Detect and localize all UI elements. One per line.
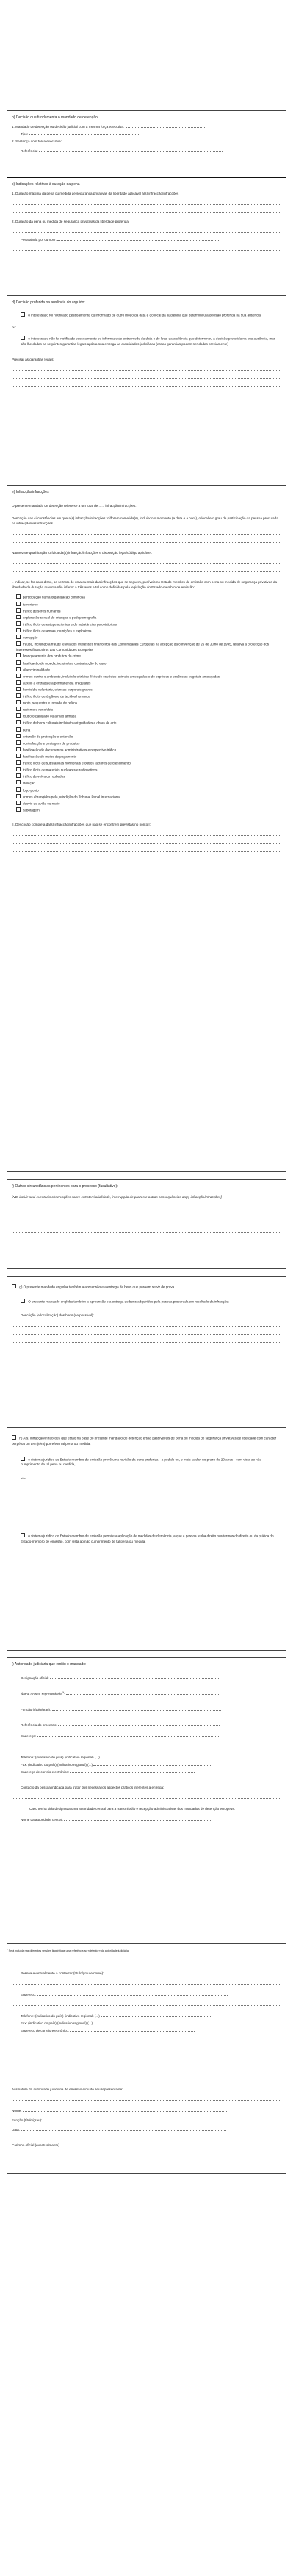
rep-label: Nome do seu representante (21, 1692, 62, 1696)
offence-checkbox[interactable] (16, 754, 21, 758)
contact-email-field[interactable] (70, 2028, 195, 2032)
ref-field[interactable] (39, 148, 223, 152)
section-c-item2: 2. Duração da pena ou medida de segurança privativas da liberdade proferida: (12, 219, 130, 223)
contact-box (7, 1963, 286, 2071)
section-d-title: d) Decisão proferida na ausência do arguido: (12, 300, 85, 305)
section-d-opt1: o interessado foi notificado pessoalmente ou informado de outro modo da data e do local da audiência que determinou a decisão proferida na sua ausência (28, 313, 261, 317)
file-field[interactable] (58, 1722, 220, 1726)
central-name-label: Nome da autoridade central: (21, 1818, 63, 1822)
offence-label: participação numa organização criminosa (23, 595, 85, 599)
function-field[interactable] (52, 1707, 221, 1711)
circumstances-field[interactable] (12, 528, 281, 535)
offence-label: homicídio voluntário, ofensas corporais graves (23, 688, 93, 692)
section-h-and-or: e/ou (21, 1477, 26, 1481)
sig-name-label: Nome: (12, 2109, 22, 2113)
checkbox[interactable] (21, 312, 25, 317)
offence-item[interactable] (16, 635, 281, 641)
sentence-field[interactable] (12, 226, 281, 233)
section-d-box (7, 295, 286, 477)
offence-item[interactable] (16, 801, 281, 807)
offence-checkbox[interactable] (16, 720, 21, 724)
central-name-field[interactable] (64, 1817, 211, 1821)
section-e-p1: O presente mandado de detenção refere-se a um total de ...... infracção/infracções. (12, 503, 137, 508)
offence-item[interactable] (16, 754, 281, 760)
offence-checkbox[interactable] (16, 608, 21, 613)
offence-checkbox[interactable] (16, 767, 21, 771)
offence-checkbox[interactable] (16, 635, 21, 639)
offence-checkbox[interactable] (16, 660, 21, 665)
offence-checkbox[interactable] (16, 700, 21, 704)
legal-nature-field[interactable] (12, 558, 281, 564)
offence-item[interactable] (16, 767, 281, 773)
offence-item[interactable] (16, 641, 281, 652)
footnote-ref: 1 (62, 1690, 65, 1694)
section-i-box: i) Autoridade judiciária que emitiu o mandado: Designação oficial: Nome do seu representante$^1$: Função (título/grau): Referência do processo: Endereço: Telefone: (indicativo do país) (indicativo regional) (...) Fax: (indicativo do país) (indicativo regional) (...) Endereço de correio electrónico: Contacto da pessoa indicada para tratar dos necessários aspectos práticos inerentes à entrega: Caso tenha sido designada uma autoridade central para a transmissão e recepção administrativas dos mandados de detenção europeus: Nome da autoridade central: (7, 1657, 286, 1944)
offence-label: violação (23, 781, 35, 785)
file-label: Referência do processo: (21, 1722, 57, 1727)
offence-label: tráfico de bens culturais incluindo antiguidades e obras de arte (23, 721, 117, 725)
contact-email-label: Endereço de correio electrónico: (21, 2029, 70, 2033)
central-label: Caso tenha sido designada uma autoridade central para a transmissão e recepção administrativas dos mandados de detenção europeus: (29, 1807, 235, 1811)
offence-checkbox[interactable] (16, 780, 21, 784)
field-line (12, 845, 281, 852)
offence-checkbox[interactable] (16, 594, 21, 599)
section-e-title: e) Infracção/infracções (12, 490, 49, 494)
offence-checkbox[interactable] (16, 794, 21, 798)
offence-label: exploração sexual de crianças e pedopornografia (23, 616, 97, 620)
offence-label: racismo e xenofobia (23, 707, 54, 712)
fax-label: Fax: (indicativo do país) (indicativo regional) (...) (21, 1762, 93, 1767)
offence-item[interactable] (16, 780, 281, 786)
offence-checkbox[interactable] (16, 693, 21, 698)
sig-field[interactable] (124, 2087, 183, 2090)
offence-label: roubo organizado ou à mão armada (23, 714, 77, 718)
section-d-opt2: o interessado não foi notificado pessoalmente ou informado de outro modo da data e do local da audiência que determinou a decisão proferida na sua ausência, mas são-lhe dadas as seguintes garantias legais após a sua entrega às autoridades judiciárias (essas garantias podem ser dadas previamente) (21, 336, 276, 347)
offence-label: auxílio à entrada e à permanência irregulares (23, 681, 91, 685)
offence-label: branqueamento dos produtos do crime (23, 654, 81, 658)
footnote (7, 1948, 286, 1954)
max-duration-field[interactable] (12, 198, 281, 205)
fax-field[interactable] (93, 1762, 211, 1766)
contact-tel-field[interactable] (101, 2013, 211, 2017)
section-h-box (7, 1427, 286, 1651)
section-e-item2: II. Descrição completa da(s) infracção/infracções que não se encontrem previstas no ponto I: (12, 822, 151, 826)
item1-field[interactable] (126, 124, 206, 128)
contact-field[interactable] (12, 1792, 281, 1799)
offence-checkbox[interactable] (16, 734, 21, 738)
offence-checkbox[interactable] (16, 621, 21, 626)
tipo-field[interactable] (29, 131, 139, 135)
offence-item[interactable] (16, 674, 281, 679)
offence-item[interactable] (16, 773, 281, 779)
offence-label: tráfico ilícito de materiais nucleares e radioactivos (23, 768, 98, 772)
contact-tel-label: Telefone: (indicativo do país) (indicativo regional) (...) (21, 2014, 100, 2018)
field-line (12, 245, 281, 251)
rep-field[interactable] (66, 1691, 220, 1695)
offence-checkbox[interactable] (16, 687, 21, 691)
section-c-title: c) Indicações relativas à duração da pena (12, 182, 80, 187)
signature-box (7, 2079, 286, 2174)
field-line (12, 1336, 281, 1343)
offence-checkbox[interactable] (16, 615, 21, 619)
sig-function-field[interactable] (43, 2118, 227, 2121)
offence-item[interactable] (16, 621, 281, 627)
offence-label: falsificação de moeda, incluindo a contrafacção do euro (23, 661, 107, 665)
footnote-text: Será incluída nas diferentes versões linguísticas uma referência ao «detentor» da autoridade judiciária. (8, 1949, 129, 1953)
offence-item[interactable] (16, 700, 281, 706)
footnote-mark: 1 (7, 1948, 8, 1951)
offence-item[interactable] (16, 653, 281, 659)
field-line (12, 837, 281, 844)
field-line (12, 1218, 281, 1224)
offence-item[interactable] (16, 615, 281, 621)
offence-checkbox[interactable] (16, 801, 21, 805)
offence-checkbox[interactable] (16, 667, 21, 671)
function-label: Função (título/grau): (21, 1707, 51, 1711)
email-field[interactable] (70, 1769, 195, 1773)
offence-label: crimes contra o ambiente, incluindo o tráfico ilícito de espécies animais ameaçadas e de espécies e essências vegetais ameaçadas (23, 674, 220, 679)
field-line (12, 1999, 281, 2006)
offence-item[interactable] (16, 787, 281, 793)
other-offences-field[interactable] (12, 829, 281, 836)
offence-item[interactable] (16, 687, 281, 693)
offence-item[interactable] (16, 667, 281, 673)
offence-checkbox[interactable] (16, 602, 21, 606)
tel-label: Telefone: (indicativo do país) (indicativo regional) (...) (21, 1755, 100, 1759)
checkbox[interactable] (12, 1435, 16, 1440)
offence-checkbox[interactable] (16, 727, 21, 732)
sig-label: Assinatura da autoridade judiciária de emissão e/ou do seu representante: (12, 2088, 123, 2091)
field-line (12, 1741, 281, 1747)
offence-checkbox[interactable] (16, 641, 21, 646)
field-line (12, 536, 281, 543)
checkbox[interactable] (21, 336, 25, 340)
offence-list (12, 594, 281, 812)
field-line (12, 1210, 281, 1216)
section-g-title: g) O presente mandado engloba também a apreensão e a entrega de bens que possam servir de prova. (19, 1285, 176, 1289)
guarantees-field[interactable] (12, 364, 281, 371)
field-line (12, 566, 281, 572)
section-h-opt1: o sistema jurídico do Estado-membro de emissão prevê uma revisão da pena proferida - a pedido ou, o mais tardar, no prazo de 20 anos - com vista ao não cumprimento de tal pena ou medida, (21, 1457, 261, 1467)
offence-label: burla (23, 728, 31, 732)
person-label: Pessoa eventualmente a contactar (título/grau e nome): (21, 1971, 104, 1975)
offence-item[interactable] (16, 807, 281, 813)
section-f-title: f) Outras circunstâncias pertinentes para o processo (facultativo): (12, 1184, 118, 1188)
sig-name-field[interactable] (23, 2108, 228, 2112)
offence-item[interactable] (16, 713, 281, 719)
offence-label: tráfico ilícito de órgãos e de tecidos humanos (23, 694, 91, 699)
offence-item[interactable] (16, 608, 281, 614)
offence-item[interactable] (16, 628, 281, 634)
field-line (12, 2094, 281, 2101)
property-field[interactable] (95, 1313, 205, 1316)
section-b-title: b) Decisão que fundamenta o mandado de detenção (12, 115, 98, 120)
offence-checkbox[interactable] (16, 680, 21, 685)
section-b-tipo: Tipo: (21, 131, 29, 136)
section-e-item1: I. Indicar, se for caso disso, se se trata de uma ou mais das infracções que se seguem, puníveis no Estado-membro de emissão com pena ou medida de segurança privativas da liberdade de duração máxima não inferior a três anos e tal como definidas pela legislação do Estado-membro de emissão: (12, 580, 278, 590)
offence-label: tráfico de seres humanos (23, 609, 61, 613)
address-label: Endereço: (21, 1733, 36, 1738)
field-line (12, 372, 281, 379)
offence-label: tráfico ilícito de substâncias hormonais e outros factores de crescimento (23, 761, 131, 765)
remaining-field[interactable] (57, 237, 219, 241)
offence-label: cibercriminalidade (23, 668, 51, 672)
offence-label: fogo-posto (23, 788, 39, 793)
offence-item[interactable] (16, 734, 281, 740)
field-line (12, 1320, 281, 1327)
offence-item[interactable] (16, 794, 281, 800)
field-line (12, 1978, 281, 1985)
section-f-note: [NB: incluir aqui eventuais observações sobre extraterritorialidade, interrupção de prazos e outras consequências da(s) infracção/infracções] (12, 1194, 222, 1199)
field-line (12, 1226, 281, 1233)
section-f-box (7, 1179, 286, 1269)
field-line (12, 380, 281, 387)
section-c-item1: 1. Duração máxima da pena ou medida de segurança privativas da liberdade aplicável à(s) infracção/infracções (12, 191, 179, 195)
offence-label: falsificação de meios de pagamento (23, 754, 77, 759)
checkbox[interactable] (21, 1299, 25, 1303)
offence-checkbox[interactable] (16, 713, 21, 718)
other-circumstances-field[interactable] (12, 1202, 281, 1208)
offence-checkbox[interactable] (16, 787, 21, 792)
offence-label: crimes abrangidos pela jurisdição do Tribunal Penal Internacional (23, 795, 120, 799)
section-d-specify: Precisar as garantias legais: (12, 358, 54, 362)
field-line (12, 206, 281, 213)
sig-date-label: Data: (12, 2128, 20, 2132)
offence-label: sabotagem (23, 808, 40, 812)
offence-label: desvio de avião ou navio (23, 801, 60, 806)
offence-checkbox[interactable] (16, 674, 21, 678)
offence-item[interactable] (16, 680, 281, 686)
section-b-item2: 2. Sentença com força executiva: (12, 139, 62, 143)
offence-label: corrupção (23, 635, 38, 640)
section-b-box (7, 110, 286, 170)
offence-label: tráfico de veículos roubados (23, 774, 65, 779)
offence-checkbox[interactable] (16, 740, 21, 745)
section-g-box (7, 1276, 286, 1421)
offence-label: tráfico ilícito de armas, munições e explosivos (23, 629, 92, 633)
offence-label: rapto, sequestro e tomada de reféns (23, 701, 78, 705)
offence-item[interactable] (16, 693, 281, 699)
offence-label: tráfico ilícito de estupefacientes e de substâncias psicotrópicas (23, 622, 117, 627)
section-d-or: ou: (12, 325, 17, 330)
section-b-ref: Referência: (21, 149, 38, 154)
offence-label: contrafacção e piratagem de produtos (23, 741, 80, 746)
address-field[interactable] (37, 1733, 220, 1737)
offence-checkbox[interactable] (16, 707, 21, 711)
offence-item[interactable] (16, 720, 281, 726)
contact-address-field[interactable] (37, 1992, 228, 1996)
sig-date-field[interactable] (21, 2127, 226, 2131)
item2-field[interactable] (62, 139, 180, 142)
offence-checkbox[interactable] (16, 807, 21, 812)
contact-address-label: Endereço: (21, 1993, 36, 1997)
remaining-label: Pena ainda por cumprir: (21, 237, 57, 242)
section-e-p3: Natureza e qualificação jurídica da(s) infracção/infracções e disposição legal/código aplicável: (12, 551, 152, 555)
offence-label: terrorismo (23, 602, 38, 607)
contact-fax-label: Fax: (indicativo do país) (indicativo regional) (...) (21, 2021, 93, 2026)
section-b-item1: 1. Mandado de detenção ou decisão judicial com a mesma força executiva: (12, 124, 125, 129)
offence-item[interactable] (16, 660, 281, 666)
field-line (12, 1328, 281, 1335)
offence-item[interactable] (16, 602, 281, 607)
offence-label: fraude, incluindo a fraude lesiva dos interesses financeiros das Comunidades Europeias na acepção da convenção de 26 de Julho de 1995, relativa à protecção dos interesses financeiros das Comunidades Europeias (16, 642, 270, 652)
offence-item[interactable] (16, 727, 281, 733)
checkbox[interactable] (12, 1284, 16, 1288)
offence-item[interactable] (16, 747, 281, 753)
section-i-title: i) Autoridade judiciária que emitiu o mandado: (12, 1662, 87, 1667)
designation-field[interactable] (50, 1675, 219, 1679)
stamp-label: Carimbo oficial (eventualmente) (12, 2143, 59, 2148)
tel-field[interactable] (101, 1755, 211, 1758)
contact-fax-field[interactable] (93, 2021, 211, 2024)
checkbox[interactable] (21, 1533, 25, 1537)
offence-label: extorsão de protecção e extorsão (23, 735, 73, 739)
offence-item[interactable] (16, 760, 281, 766)
offence-checkbox[interactable] (16, 653, 21, 657)
offence-label: falsificação de documentos administrativos e respectivo tráfico (23, 748, 117, 752)
offence-item[interactable] (16, 740, 281, 746)
person-field[interactable] (105, 1971, 201, 1974)
section-h-title: h) A(s) infracção/infracções que estão na base do presente mandado de detenção é/são passível/eis de pena ou medida de segurança privativas de liberdade com carácter perpétuo ou tem (têm) por efeito tal pena ou medida: (12, 1436, 277, 1446)
section-g-desc: Descrição (e localização) dos bens (se possível): (21, 1313, 94, 1318)
section-c-box (7, 177, 286, 289)
offence-checkbox[interactable] (16, 747, 21, 751)
contact-label: Contacto da pessoa indicada para tratar dos necessários aspectos práticos inerentes à entrega: (21, 1786, 165, 1790)
offence-checkbox[interactable] (16, 773, 21, 778)
section-e-p2: Descrição das circunstâncias em que a(s) infracção/infracções foi/foram cometida(s), incluindo o momento (a data e a hora), o local e o grau de participação da pessoa procurada na infracção/nas infracções (12, 516, 278, 525)
offence-item[interactable] (16, 707, 281, 712)
email-label: Endereço de correio electrónico: (21, 1770, 70, 1775)
section-h-opt2: o sistema jurídico do Estado-membro de emissão permite a aplicação de medidas de clemência, a que a pessoa tenha direito nos termos do direito ou da prática do Estado-membro de emissão, com vista ao não cumprimento de tal pena ou medida. (21, 1534, 274, 1543)
sig-function-label: Função (título/grau): (12, 2118, 43, 2123)
offence-checkbox[interactable] (16, 760, 21, 765)
section-e-box (7, 485, 286, 1172)
section-g-p2: O presente mandado engloba também a apreensão e a entrega de bens adquiridos pela pessoa procurada em resultado da infracção: (28, 1299, 229, 1304)
offence-checkbox[interactable] (16, 628, 21, 632)
checkbox[interactable] (21, 1457, 25, 1461)
designation-label: Designação oficial: (21, 1675, 49, 1680)
offence-item[interactable] (16, 594, 281, 600)
